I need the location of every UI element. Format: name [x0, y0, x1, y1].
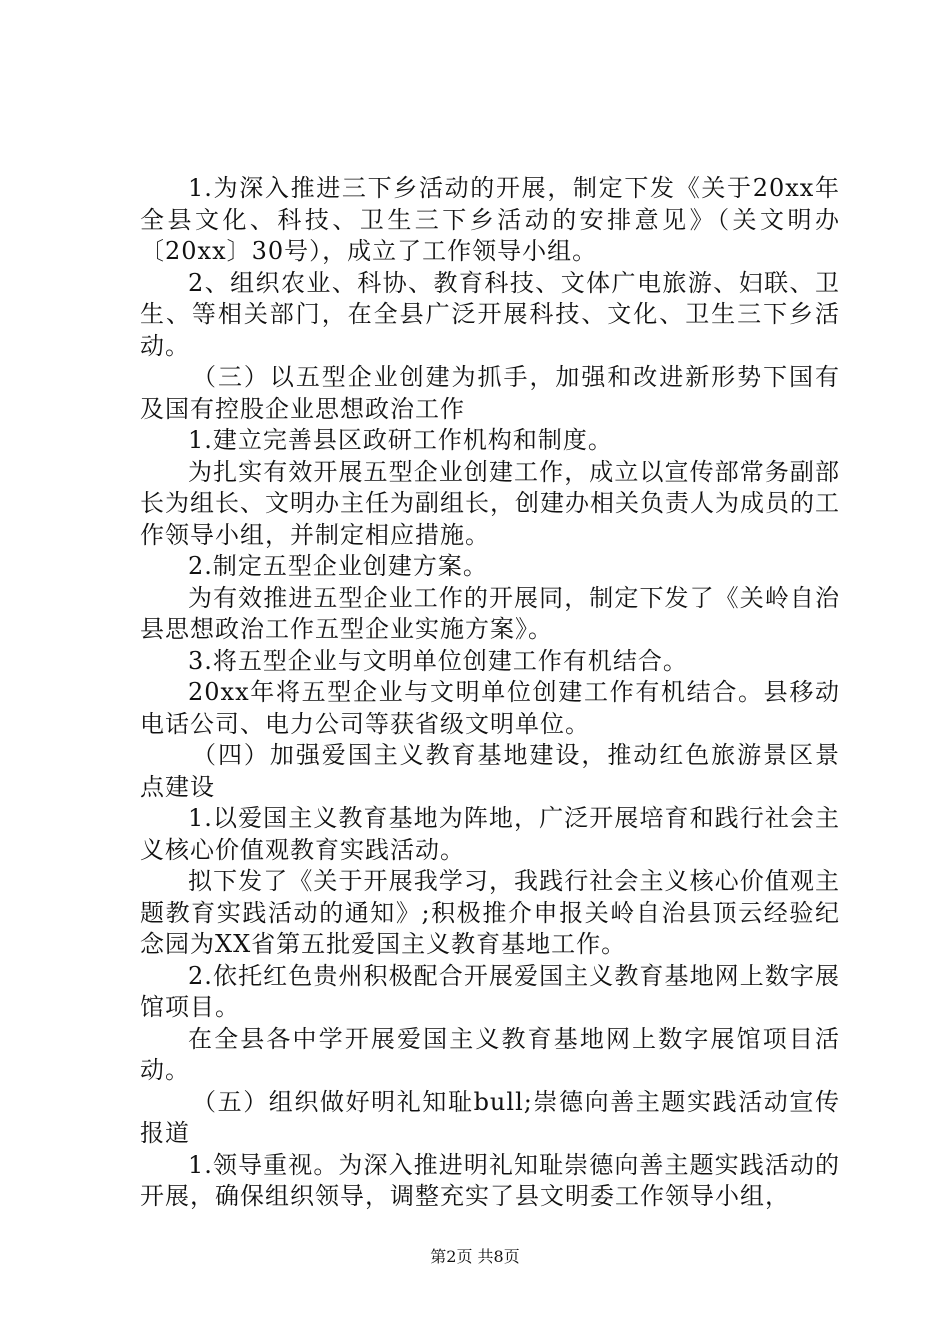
paragraph: 1.领导重视。为深入推进明礼知耻崇德向善主题实践活动的开展，确保组织领导，调整充实了县文明委工作领导小组，	[140, 1150, 840, 1210]
paragraph: 1.为深入推进三下乡活动的开展，制定下发《关于20xx年全县文化、科技、卫生三下乡活动的安排意见》（关文明办〔20xx〕30号），成立了工作领导小组。	[140, 174, 840, 265]
paragraph: 1.以爱国主义教育基地为阵地，广泛开展培育和践行社会主义核心价值观教育实践活动。	[140, 804, 840, 864]
paragraph: 3.将五型企业与文明单位创建工作有机结合。	[188, 646, 688, 675]
paragraph: 在全县各中学开展爱国主义教育基地网上数字展馆项目活动。	[140, 1024, 840, 1084]
paragraph: 2.依托红色贵州积极配合开展爱国主义教育基地网上数字展馆项目。	[140, 961, 840, 1021]
document-body	[140, 173, 840, 1213]
section-heading: （三）以五型企业创建为抓手，加强和改进新形势下国有及国有控股企业思想政治工作	[140, 363, 840, 423]
paragraph: 2、组织农业、科协、教育科技、文体广电旅游、妇联、卫生、等相关部门，在全县广泛开展科技、文化、卫生三下乡活动。	[140, 268, 840, 360]
paragraph: 20xx年将五型企业与文明单位创建工作有机结合。县移动电话公司、电力公司等获省级文明单位。	[140, 678, 840, 738]
section-heading: （四）加强爱国主义教育基地建设，推动红色旅游景区景点建设	[140, 741, 840, 801]
paragraph: 1.建立完善县区政研工作机构和制度。	[188, 426, 613, 454]
paragraph: 2.制定五型企业创建方案。	[188, 552, 488, 580]
paragraph: 拟下发了《关于开展我学习，我践行社会主义核心价值观主题教育实践活动的通知》;积极推介申报关岭自治县顶云经验纪念园为XX省第五批爱国主义教育基地工作。	[140, 867, 840, 958]
paragraph: 为扎实有效开展五型企业创建工作，成立以宣传部常务副部长为组长、文明办主任为副组长，创建办相关负责人为成员的工作领导小组，并制定相应措施。	[140, 457, 840, 549]
paragraph: 为有效推进五型企业工作的开展同，制定下发了《关岭自治县思想政治工作五型企业实施方案》。	[140, 583, 840, 643]
page-footer: 第2页 共8页	[430, 1247, 520, 1266]
section-heading: （五）组织做好明礼知耻bull;崇德向善主题实践活动宣传报道	[140, 1087, 840, 1147]
